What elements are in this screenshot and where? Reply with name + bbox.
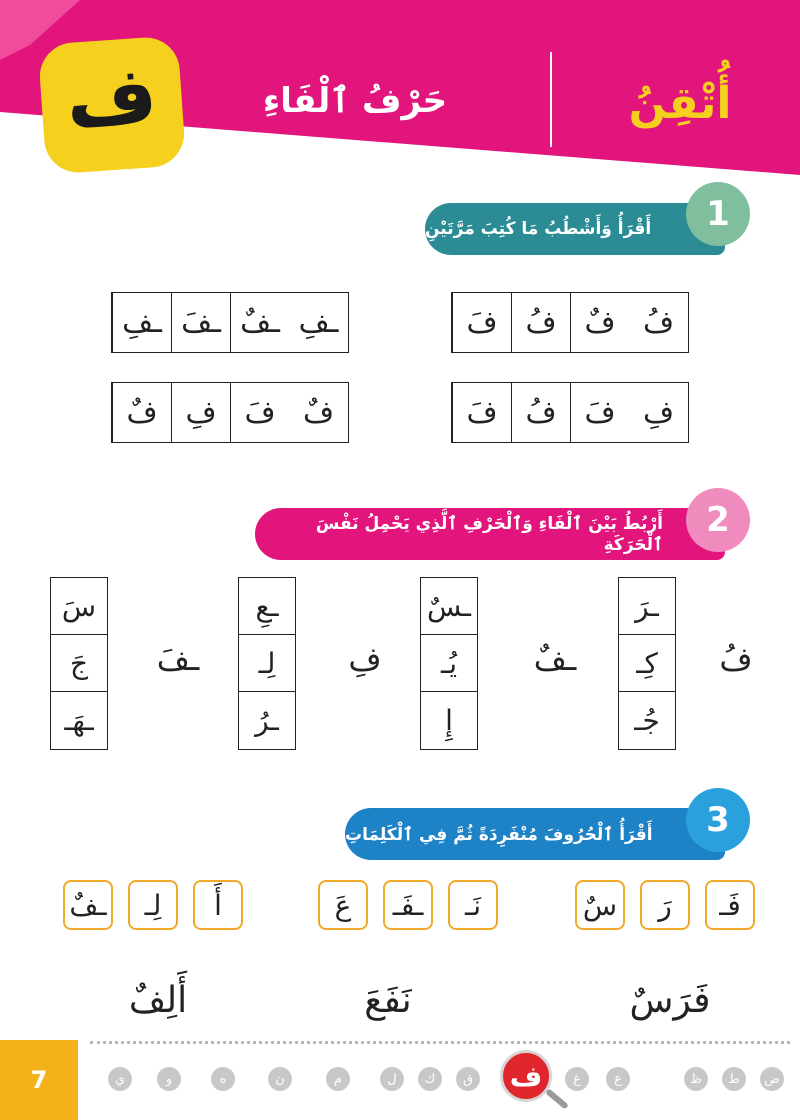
- alphabet-letter: ظ: [684, 1067, 708, 1091]
- column-cell[interactable]: جَ: [51, 635, 107, 692]
- word: أَلِفٌ: [128, 980, 188, 1021]
- alphabet-letter: ي: [108, 1067, 132, 1091]
- alphabet-letter: ه: [211, 1067, 235, 1091]
- column-cell[interactable]: جُـ: [634, 704, 660, 737]
- grid-cell[interactable]: فَ: [570, 383, 629, 442]
- section-1-number: 1: [686, 182, 750, 246]
- header-divider: [550, 52, 552, 147]
- letter-tile[interactable]: فَـ: [705, 880, 755, 930]
- alphabet-letter-active: ف: [500, 1050, 552, 1102]
- section-3-instruction: [345, 808, 725, 860]
- column-cell[interactable]: كِـ: [619, 635, 675, 692]
- free-letter[interactable]: ـفَ: [156, 640, 200, 678]
- letter-tile[interactable]: رَ: [640, 880, 690, 930]
- letter-badge: [38, 35, 187, 174]
- grid-cell[interactable]: فٌ: [570, 293, 629, 352]
- letter-tile[interactable]: ـفَـ: [383, 880, 433, 930]
- section-3-number: 3: [686, 788, 750, 852]
- alphabet-letter: ن: [268, 1067, 292, 1091]
- letter-tile[interactable]: لِـ: [128, 880, 178, 930]
- lesson-title: حَرْفُ ٱلْفَاءِ: [262, 81, 448, 121]
- letter-tile[interactable]: أَ: [193, 880, 243, 930]
- alphabet-letter: ق: [456, 1067, 480, 1091]
- grid-cell[interactable]: فُ: [511, 383, 570, 442]
- letter-column: [420, 577, 478, 750]
- alphabet-letter: ك: [418, 1067, 442, 1091]
- grid-cell[interactable]: فٌ: [112, 383, 171, 442]
- alphabet-letter: ل: [380, 1067, 404, 1091]
- grid-cell[interactable]: فَ: [230, 383, 289, 442]
- grid-cell[interactable]: فٌ: [302, 395, 335, 430]
- section-2-instruction: [255, 508, 725, 560]
- letter-column: [50, 577, 108, 750]
- grid-cell[interactable]: ـفٌ: [230, 293, 289, 352]
- letter-grid-left-bottom: [111, 382, 349, 443]
- magnifier-icon: [545, 1088, 569, 1109]
- column-cell[interactable]: سَ: [51, 578, 107, 635]
- letter-tile[interactable]: عَ: [318, 880, 368, 930]
- letter-grid-left-top: [111, 292, 349, 353]
- letter-tile[interactable]: نَـ: [448, 880, 498, 930]
- grid-cell[interactable]: فِ: [171, 383, 230, 442]
- column-cell[interactable]: إِ: [445, 704, 453, 737]
- alphabet-letter: غ: [565, 1067, 589, 1091]
- section-2-instruction-text: أَرْبُطُ بَيْنَ ٱلْفَاءِ وَٱلْحَرْفِ ٱلَّذِي يَحْمِلُ نَفْسَ ٱلْحَرَكَةِ: [315, 514, 663, 555]
- grid-cell[interactable]: ـفَ: [171, 293, 230, 352]
- alphabet-letter: ع: [606, 1067, 630, 1091]
- column-cell[interactable]: ـعِ: [239, 578, 295, 635]
- letter-column: [618, 577, 676, 750]
- grid-cell[interactable]: فِ: [642, 395, 675, 430]
- page-number: 7: [0, 1040, 78, 1120]
- grid-cell[interactable]: فُ: [642, 305, 675, 340]
- grid-cell[interactable]: ـفِ: [112, 293, 171, 352]
- column-cell[interactable]: ـرَ: [619, 578, 675, 635]
- word: فَرَسٌ: [629, 980, 711, 1021]
- grid-cell[interactable]: ـفِ: [298, 305, 339, 340]
- section-2-number: 2: [686, 488, 750, 552]
- column-cell[interactable]: ـرُ: [255, 704, 279, 737]
- word: نَفَعَ: [364, 980, 412, 1021]
- section-3-instruction-text: أَقْرَأُ ٱلْحُرُوفَ مُنْفَرِدَةً ثُمَّ فِي ٱلْكَلِمَاتِ: [345, 824, 653, 845]
- column-cell[interactable]: لِـ: [239, 635, 295, 692]
- header-letter: ف: [63, 49, 160, 147]
- section-1-instruction: [425, 203, 725, 255]
- alphabet-letter: ض: [760, 1067, 784, 1091]
- grid-cell[interactable]: فَ: [452, 383, 511, 442]
- letter-tile[interactable]: ـفٌ: [63, 880, 113, 930]
- alphabet-letter: ط: [722, 1067, 746, 1091]
- grid-cell[interactable]: فَ: [452, 293, 511, 352]
- letter-grid-right-bottom: [451, 382, 689, 443]
- column-cell[interactable]: يُـ: [421, 635, 477, 692]
- letter-column: [238, 577, 296, 750]
- column-cell[interactable]: ـهَـ: [64, 704, 94, 737]
- letter-tile[interactable]: سٌ: [575, 880, 625, 930]
- free-letter[interactable]: فُ: [719, 640, 753, 678]
- column-cell[interactable]: ـسٌ: [421, 578, 477, 635]
- alphabet-letter: و: [157, 1067, 181, 1091]
- footer-divider: [90, 1041, 790, 1044]
- free-letter[interactable]: فِ: [348, 640, 382, 678]
- unit-title: أُتْقِنُ: [628, 78, 732, 129]
- alphabet-letter: م: [326, 1067, 350, 1091]
- section-1-instruction-text: أَقْرَأُ وَأَشْطُبُ مَا كُتِبَ مَرَّتَيْنِ: [425, 219, 652, 239]
- free-letter[interactable]: ـفٌ: [533, 640, 577, 678]
- letter-grid-right-top: [451, 292, 689, 353]
- grid-cell[interactable]: فُ: [511, 293, 570, 352]
